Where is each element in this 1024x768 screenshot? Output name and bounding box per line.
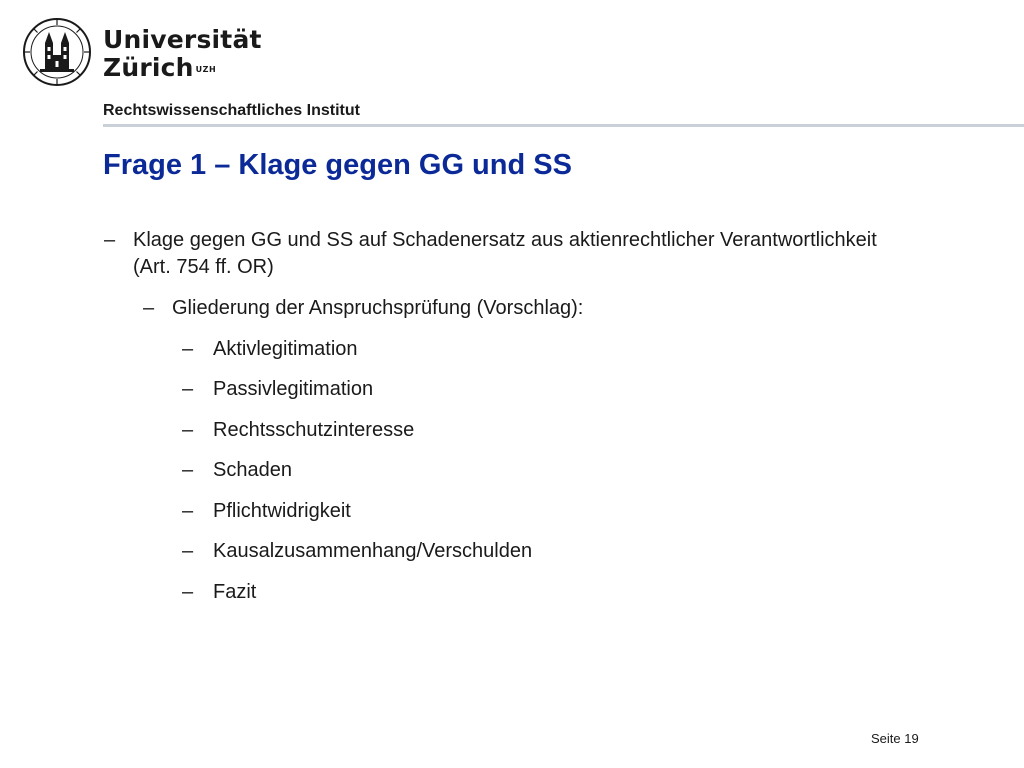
university-seal-logo [22, 17, 92, 87]
bullet-level3-item: Schaden [213, 459, 292, 481]
bullet-dash-level2: – [143, 297, 155, 319]
university-city: Zürich [103, 53, 194, 82]
page-number: Seite 19 [871, 731, 919, 746]
bullet-level3-item: Aktivlegitimation [213, 338, 358, 360]
university-name-line1: Universität [103, 25, 262, 54]
bullet-dash-level3: – [182, 540, 194, 562]
slide-title: Frage 1 – Klage gegen GG und SS [103, 149, 572, 181]
header-divider [103, 124, 1024, 127]
institute-name: Rechtswissenschaftliches Institut [103, 102, 360, 119]
bullet-dash-level3: – [182, 581, 194, 603]
university-abbreviation: UZH [195, 65, 217, 74]
university-wordmark [103, 26, 262, 82]
university-name-line2 [103, 54, 262, 82]
bullet-dash-level1: – [104, 229, 116, 251]
bullet-level3-item: Pflichtwidrigkeit [213, 500, 351, 522]
bullet-level2: Gliederung der Anspruchsprüfung (Vorschlag): [172, 297, 584, 319]
bullet-dash-level3: – [182, 500, 194, 522]
bullet-level1: Klage gegen GG und SS auf Schadenersatz aus aktienrechtlicher Verantwortlichkeit (Art. 754 ff. OR) [133, 229, 877, 278]
bullet-dash-level3: – [182, 459, 194, 481]
bullet-dash-level3: – [182, 338, 194, 360]
bullet-dash-level3: – [182, 378, 194, 400]
bullet-level3-item: Passivlegitimation [213, 378, 374, 400]
bullet-level3-item: Kausalzusammenhang/Verschulden [213, 540, 533, 562]
bullet-level3-item: Fazit [213, 581, 257, 603]
bullet-dash-level3: – [182, 419, 194, 441]
bullet-level3-item: Rechtsschutzinteresse [213, 419, 415, 441]
